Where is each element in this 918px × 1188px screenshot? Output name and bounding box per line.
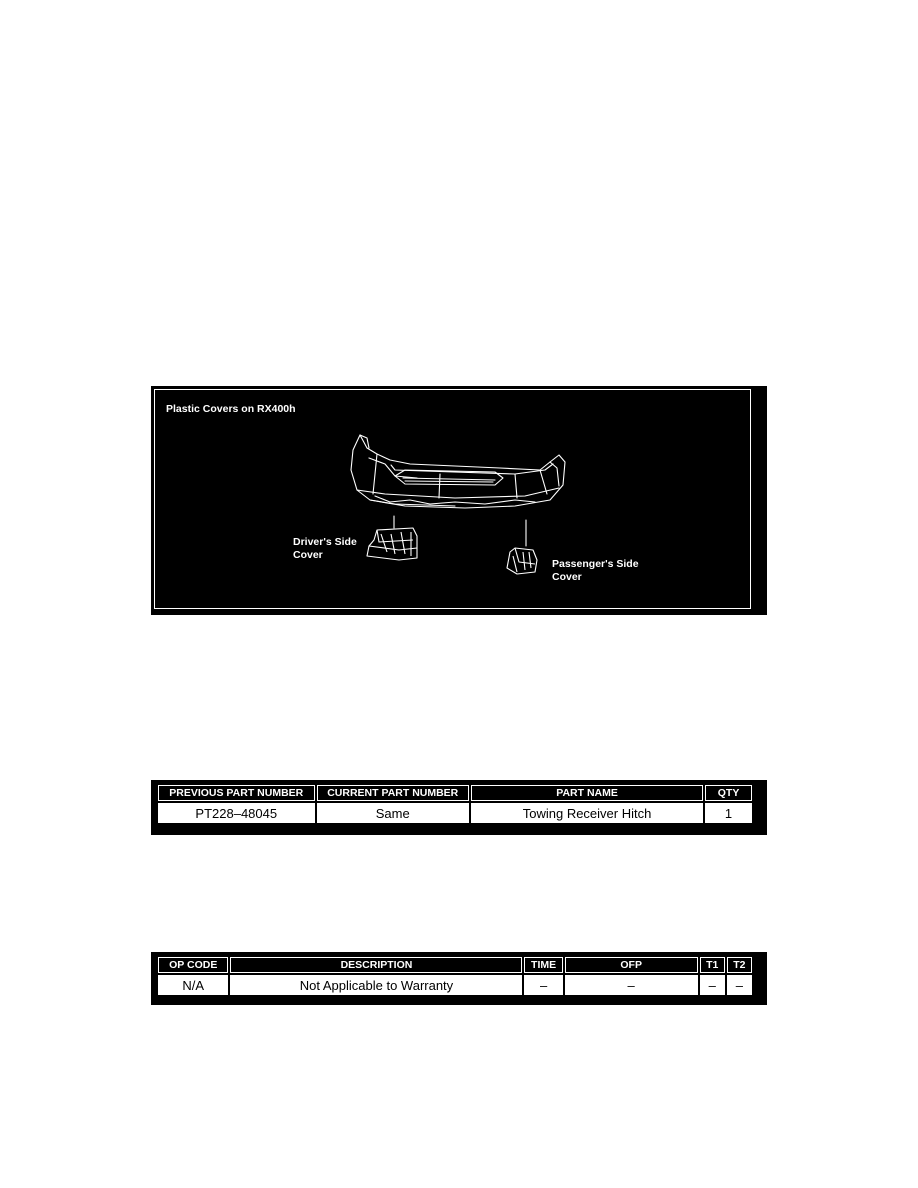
callout-line: Driver's Side xyxy=(293,536,357,548)
column-header-previous-part-number: PREVIOUS PART NUMBER xyxy=(158,785,315,801)
driver-side-cover-callout xyxy=(293,536,357,562)
column-header-description: DESCRIPTION xyxy=(230,957,522,973)
table-row xyxy=(158,975,752,995)
column-header-ofp: OFP xyxy=(565,957,698,973)
column-header-time: TIME xyxy=(524,957,562,973)
warranty-table xyxy=(156,955,754,997)
figure-title: Plastic Covers on RX400h xyxy=(166,403,296,415)
column-header-current-part-number: CURRENT PART NUMBER xyxy=(317,785,470,801)
figure-frame xyxy=(154,389,751,609)
parts-table xyxy=(156,783,754,825)
callout-line: Cover xyxy=(293,549,323,561)
parts-table-header-row xyxy=(158,785,752,801)
passenger-side-cover-callout xyxy=(552,558,639,584)
column-header-part-name: PART NAME xyxy=(471,785,703,801)
description-cell: Not Applicable to Warranty xyxy=(230,975,522,995)
ofp-cell: – xyxy=(565,975,698,995)
callout-line: Passenger's Side xyxy=(552,558,639,570)
warranty-table-header-row xyxy=(158,957,752,973)
qty-cell: 1 xyxy=(705,803,752,823)
column-header-qty: QTY xyxy=(705,785,752,801)
time-cell: – xyxy=(524,975,562,995)
illustration-figure xyxy=(151,386,767,615)
column-header-op-code: OP CODE xyxy=(158,957,228,973)
callout-line: Cover xyxy=(552,571,582,583)
table-row xyxy=(158,803,752,823)
column-header-t2: T2 xyxy=(727,957,752,973)
t2-cell: – xyxy=(727,975,752,995)
current-part-number-cell: Same xyxy=(317,803,470,823)
part-name-cell: Towing Receiver Hitch xyxy=(471,803,703,823)
parts-table-container xyxy=(151,780,767,835)
rear-bumper-illustration xyxy=(155,390,752,610)
op-code-cell: N/A xyxy=(158,975,228,995)
column-header-t1: T1 xyxy=(700,957,725,973)
warranty-table-container xyxy=(151,952,767,1005)
t1-cell: – xyxy=(700,975,725,995)
previous-part-number-cell: PT228–48045 xyxy=(158,803,315,823)
